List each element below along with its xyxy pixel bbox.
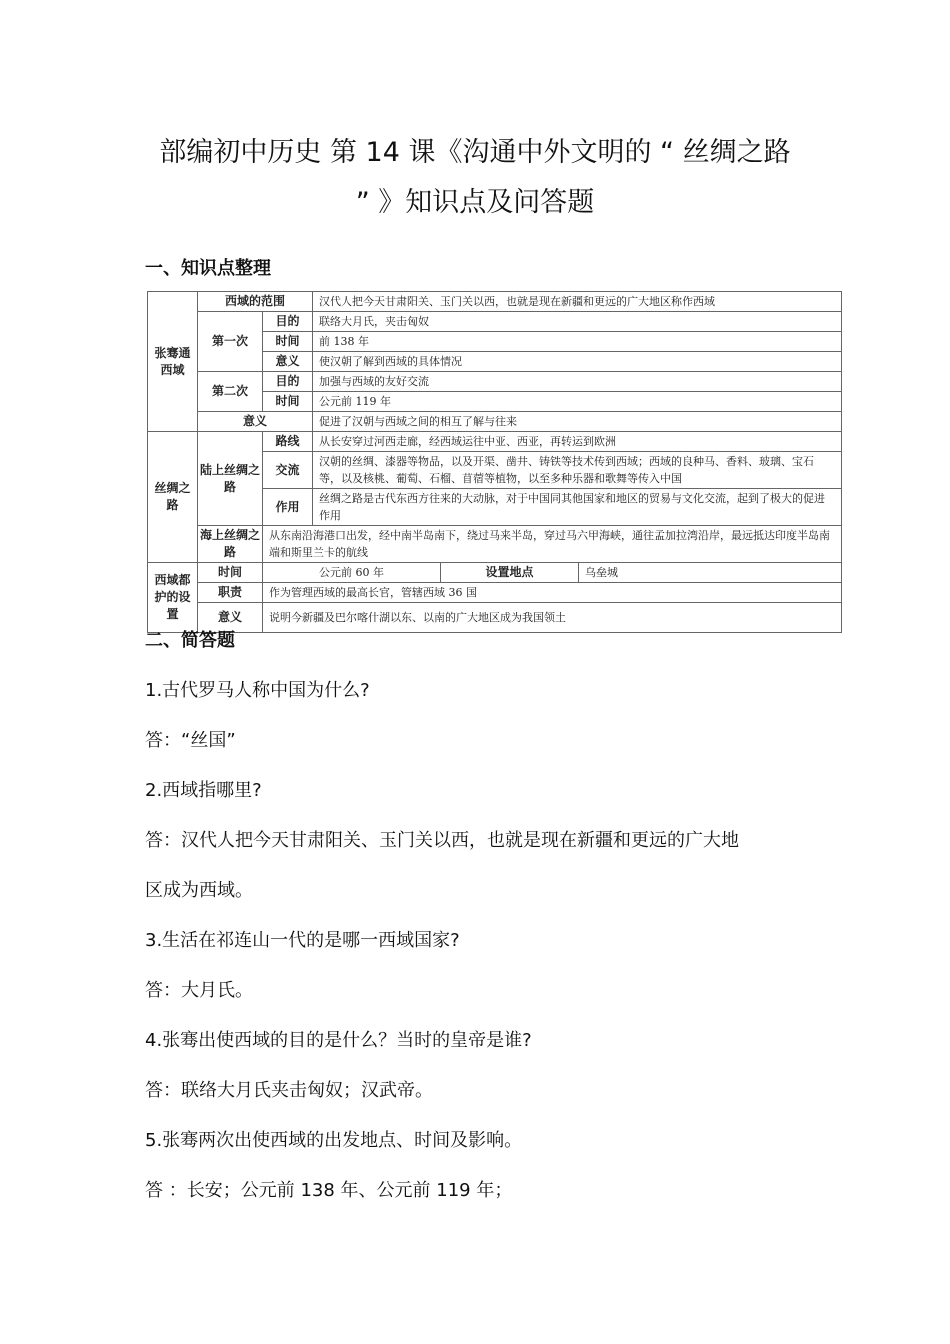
title-line-1: 部编初中历史 第 14 课《沟通中外文明的 “ 丝绸之路 bbox=[159, 137, 791, 168]
answer-2-continued: 区成为西域。 bbox=[145, 880, 253, 901]
question-4: 4.张骞出使西域的目的是什么？当时的皇帝是谁? bbox=[145, 1030, 532, 1051]
answer-5: 答 ：长安；公元前 138 年、公元前 119 年； bbox=[145, 1180, 513, 1201]
cell-duhu-place: 乌垒城 bbox=[579, 563, 842, 583]
cell-purpose-label: 目的 bbox=[263, 372, 313, 392]
section-heading-knowledge: 一、知识点整理 bbox=[145, 258, 271, 279]
table-row bbox=[148, 526, 842, 563]
cell-route-text: 从长安穿过河西走廊，经西域运往中亚、西亚，再转运到欧洲 bbox=[313, 432, 842, 452]
cell-duhu: 西域都护的设置 bbox=[148, 563, 198, 633]
cell-effect-text: 丝绸之路是古代东西方往来的大动脉，对于中国同其他国家和地区的贸易与文化交流，起到了极大的促进作用 bbox=[313, 489, 842, 526]
table-row bbox=[148, 312, 842, 332]
question-5: 5.张骞两次出使西域的出发地点、时间及影响。 bbox=[145, 1130, 523, 1151]
cell-zq-meaning: 促进了汉朝与西域之间的相互了解与往来 bbox=[313, 412, 842, 432]
cell-route-label: 路线 bbox=[263, 432, 313, 452]
cell-fanwei-text: 汉代人把今天甘肃阳关、玉门关以西，也就是现在新疆和更远的广大地区称作西域 bbox=[313, 292, 842, 312]
cell-second-time: 公元前 119 年 bbox=[313, 392, 842, 412]
table-row bbox=[148, 372, 842, 392]
cell-zhangqian: 张骞通西域 bbox=[148, 292, 198, 432]
cell-exchange-label: 交流 bbox=[263, 452, 313, 489]
cell-first-purpose: 联络大月氏，夹击匈奴 bbox=[313, 312, 842, 332]
cell-purpose-label: 目的 bbox=[263, 312, 313, 332]
cell-first-time: 前 138 年 bbox=[313, 332, 842, 352]
cell-sea-route: 海上丝绸之路 bbox=[198, 526, 263, 563]
knowledge-table bbox=[147, 291, 842, 633]
section-heading-qa: 二、简答题 bbox=[145, 630, 235, 651]
cell-place-label: 设置地点 bbox=[441, 563, 579, 583]
cell-time-label: 时间 bbox=[263, 332, 313, 352]
cell-duhu-meaning: 说明今新疆及巴尔喀什湖以东、以南的广大地区成为我国领土 bbox=[263, 603, 842, 633]
cell-duty-text: 作为管理西域的最高长官，管辖西域 36 国 bbox=[263, 583, 842, 603]
answer-2: 答：汉代人把今天甘肃阳关、玉门关以西，也就是现在新疆和更远的广大地 bbox=[145, 830, 739, 851]
table-row bbox=[148, 292, 842, 312]
cell-meaning-label: 意义 bbox=[198, 412, 313, 432]
answer-4: 答：联络大月氏夹击匈奴；汉武帝。 bbox=[145, 1080, 433, 1101]
cell-first-meaning: 使汉朝了解到西域的具体情况 bbox=[313, 352, 842, 372]
title-line-2: ” 》知识点及问答题 bbox=[355, 187, 595, 218]
cell-second-trip: 第二次 bbox=[198, 372, 263, 412]
answer-1: 答：“丝国” bbox=[145, 730, 236, 751]
cell-sea-route-text: 从东南沿海港口出发，经中南半岛南下，绕过马来半岛，穿过马六甲海峡，通往孟加拉湾沿岸，最远抵达印度半岛南端和斯里兰卡的航线 bbox=[263, 526, 842, 563]
table-row bbox=[148, 412, 842, 432]
table-row bbox=[148, 432, 842, 452]
cell-time-label: 时间 bbox=[263, 392, 313, 412]
question-2: 2.西域指哪里? bbox=[145, 780, 262, 801]
cell-meaning-label: 意义 bbox=[198, 603, 263, 633]
cell-meaning-label: 意义 bbox=[263, 352, 313, 372]
question-3: 3.生活在祁连山一代的是哪一西域国家? bbox=[145, 930, 460, 951]
cell-first-trip: 第一次 bbox=[198, 312, 263, 372]
cell-effect-label: 作用 bbox=[263, 489, 313, 526]
cell-silk-road: 丝绸之路 bbox=[148, 432, 198, 563]
question-1: 1.古代罗马人称中国为什么? bbox=[145, 680, 370, 701]
cell-duhu-time: 公元前 60 年 bbox=[263, 563, 441, 583]
page-title bbox=[0, 128, 950, 228]
cell-fanwei-label: 西域的范围 bbox=[198, 292, 313, 312]
cell-land-route: 陆上丝绸之路 bbox=[198, 432, 263, 526]
table-row bbox=[148, 583, 842, 603]
cell-exchange-text: 汉朝的丝绸、漆器等物品，以及开渠、凿井、铸铁等技术传到西域；西域的良种马、香料、玻璃、宝石等，以及核桃、葡萄、石榴、苜蓿等植物，以至多种乐器和歌舞等传入中国 bbox=[313, 452, 842, 489]
table-row bbox=[148, 603, 842, 633]
table-row bbox=[148, 563, 842, 583]
cell-duty-label: 职责 bbox=[198, 583, 263, 603]
cell-time-label: 时间 bbox=[198, 563, 263, 583]
cell-second-purpose: 加强与西域的友好交流 bbox=[313, 372, 842, 392]
answer-3: 答：大月氏。 bbox=[145, 980, 253, 1001]
